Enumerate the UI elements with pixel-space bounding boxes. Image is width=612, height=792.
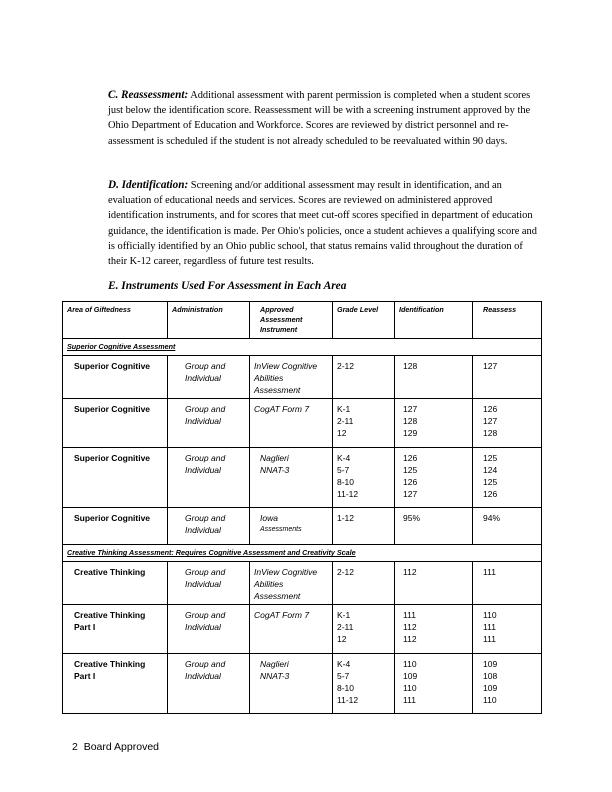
cell-line: CogAT Form 7 — [254, 610, 310, 620]
identification-cell — [395, 356, 473, 399]
section-c-heading: C. Reassessment: — [108, 89, 189, 101]
administration-cell — [168, 654, 250, 714]
cell-line: 110 — [483, 610, 497, 620]
cell-line: 108 — [483, 671, 498, 681]
cell-line: 127 — [483, 361, 498, 371]
section-e-heading: E. Instruments Used For Assessment in Each Area — [108, 280, 347, 292]
cell-line: Group and — [185, 513, 226, 523]
cell-line: InView Cognitive — [254, 567, 318, 577]
cell-line: 109 — [483, 683, 498, 693]
cell-line: 111 — [403, 610, 416, 620]
table-row — [63, 356, 542, 399]
cell-line: Assessments — [260, 526, 302, 533]
header-administration: Administration — [168, 302, 250, 339]
area-cell: Superior Cognitive — [63, 356, 168, 399]
cell-line: 127 — [403, 404, 418, 414]
instrument-cell — [250, 562, 333, 605]
area-cell — [63, 562, 168, 605]
cell-line: Abilities — [254, 373, 284, 383]
cell-line: Part I — [74, 622, 96, 632]
cell-line: 1-12 — [337, 513, 355, 523]
cell-line: 125 — [483, 453, 498, 463]
section-c-paragraph — [108, 88, 540, 149]
administration-cell — [168, 562, 250, 605]
cell-line: 125 — [483, 477, 498, 487]
cell-line: K-4 — [337, 453, 351, 463]
cell-line: Abilities — [254, 579, 284, 589]
header-identification: Identification — [395, 302, 473, 339]
table-header-row — [63, 302, 542, 339]
cognitive-section-label: Superior Cognitive Assessment — [63, 339, 542, 356]
grade-cell — [333, 562, 395, 605]
administration-cell — [168, 605, 250, 654]
cell-line: CogAT Form 7 — [254, 404, 310, 414]
header-area: Area of Giftedness — [63, 302, 168, 339]
instrument-cell — [250, 448, 333, 508]
cell-line: Individual — [185, 579, 221, 589]
cell-line: Naglieri — [260, 659, 289, 669]
cell-line: 2-11 — [337, 622, 354, 632]
creative-section-row — [63, 545, 542, 562]
reassess-cell — [473, 654, 542, 714]
cell-line: NNAT-3 — [260, 465, 290, 475]
cell-line: Part I — [74, 671, 96, 681]
instrument-cell — [250, 508, 333, 545]
area-cell: Superior Cognitive — [63, 399, 168, 448]
administration-cell — [168, 508, 250, 545]
cell-line: 11-12 — [337, 695, 359, 705]
grade-cell — [333, 654, 395, 714]
header-instrument: Approved Assessment Instrument — [250, 302, 333, 339]
identification-cell — [395, 654, 473, 714]
table-row — [63, 605, 542, 654]
identification-cell — [395, 508, 473, 545]
identification-cell — [395, 605, 473, 654]
cell-line: 2-12 — [337, 361, 355, 371]
cell-line: 127 — [403, 489, 418, 499]
cell-line: 94% — [483, 513, 501, 523]
header-grade: Grade Level — [333, 302, 395, 339]
area-cell: Superior Cognitive — [63, 508, 168, 545]
identification-cell — [395, 399, 473, 448]
cell-line: Individual — [185, 622, 221, 632]
cell-line: K-4 — [337, 659, 351, 669]
cognitive-section-row — [63, 339, 542, 356]
cell-line: Individual — [185, 671, 221, 681]
cell-line: 12 — [337, 428, 347, 438]
reassess-cell — [473, 562, 542, 605]
identification-cell — [395, 448, 473, 508]
grade-cell — [333, 605, 395, 654]
instrument-cell — [250, 399, 333, 448]
cell-line: K-1 — [337, 610, 351, 620]
cell-line: Group and — [185, 361, 226, 371]
cell-line: Group and — [185, 567, 226, 577]
cell-line: 11-12 — [337, 489, 359, 499]
reassess-cell — [473, 356, 542, 399]
cell-line: 2-12 — [337, 567, 355, 577]
table-row — [63, 654, 542, 714]
cell-line: 128 — [483, 428, 498, 438]
cell-line: Individual — [185, 465, 221, 475]
instrument-cell — [250, 605, 333, 654]
grade-cell — [333, 399, 395, 448]
cell-line: 112 — [403, 634, 417, 644]
page-number: 2 — [72, 741, 78, 753]
section-d-heading: D. Identification: — [108, 179, 189, 191]
cell-line: 126 — [403, 477, 418, 487]
cell-line: 95% — [403, 513, 421, 523]
area-cell — [63, 605, 168, 654]
cell-line: 12 — [337, 634, 347, 644]
section-d-body: Screening and/or additional assessment may result in identification, and an evaluation of educational needs and services. Scores are reviewed on administered approved identification instruments, and for scores that meet cut-off scores specified in department of education guidance, the identification is made. Per Ohio's policies, once a student achieves a qualifying score and is officially identified by an Ohio public school, that status remains valid throughout the duration of their K-12 career, regardless of future test results. — [108, 180, 537, 268]
header-reassess: Reassess — [473, 302, 542, 339]
cell-line: 5-7 — [337, 465, 350, 475]
instruments-table — [62, 301, 542, 714]
identification-cell — [395, 562, 473, 605]
cell-line: Assessment — [254, 385, 301, 395]
cell-line: Creative Thinking — [74, 659, 146, 669]
cell-line: 111 — [483, 622, 496, 632]
cell-line: Group and — [185, 659, 226, 669]
cell-line: 128 — [403, 361, 418, 371]
cell-line: 126 — [483, 489, 498, 499]
cell-line: 5-7 — [337, 671, 350, 681]
cell-line: Individual — [185, 525, 221, 535]
area-cell — [63, 654, 168, 714]
cell-line: Group and — [185, 610, 226, 620]
cell-line: K-1 — [337, 404, 351, 414]
section-c-body: Additional assessment with parent permission is completed when a student scores just below the identification score. Reassessment will be with a screening instrument approved by the Ohio Department of Education and Workforce. Scores are reviewed by district personnel and re-assessment is scheduled if the student is not already scheduled to be reevaluated within 90 days. — [108, 90, 531, 147]
page-footer — [72, 741, 159, 753]
cell-line: 111 — [483, 567, 496, 577]
cell-line: 126 — [403, 453, 418, 463]
cell-line: 109 — [483, 659, 498, 669]
administration-cell — [168, 399, 250, 448]
cell-line: NNAT-3 — [260, 671, 290, 681]
instrument-cell — [250, 654, 333, 714]
creative-section-label: Creative Thinking Assessment: Requires Cognitive Assessment and Creativity Scale — [63, 545, 542, 562]
cell-line: 111 — [403, 695, 416, 705]
cell-line: 124 — [483, 465, 498, 475]
cell-line: 112 — [403, 567, 417, 577]
cell-line: Individual — [185, 373, 221, 383]
cell-line: Creative Thinking — [74, 567, 146, 577]
cell-line: Iowa — [260, 513, 278, 523]
administration-cell — [168, 356, 250, 399]
grade-cell — [333, 448, 395, 508]
cell-line: Naglieri — [260, 453, 289, 463]
cell-line: InView Cognitive — [254, 361, 318, 371]
reassess-cell — [473, 508, 542, 545]
cell-line: 2-11 — [337, 416, 354, 426]
footer-label: Board Approved — [83, 741, 159, 753]
grade-cell — [333, 356, 395, 399]
table-row — [63, 399, 542, 448]
cell-line: Group and — [185, 404, 226, 414]
reassess-cell — [473, 399, 542, 448]
instrument-cell — [250, 356, 333, 399]
reassess-cell — [473, 448, 542, 508]
cell-line: Group and — [185, 453, 226, 463]
cell-line: 129 — [403, 428, 418, 438]
cell-line: 112 — [403, 622, 417, 632]
table-row — [63, 508, 542, 545]
cell-line: 8-10 — [337, 477, 355, 487]
reassess-cell — [473, 605, 542, 654]
area-cell: Superior Cognitive — [63, 448, 168, 508]
cell-line: 8-10 — [337, 683, 355, 693]
cell-line: 128 — [403, 416, 418, 426]
grade-cell — [333, 508, 395, 545]
cell-line: Individual — [185, 416, 221, 426]
section-d-paragraph — [108, 178, 540, 269]
administration-cell — [168, 448, 250, 508]
cell-line: 110 — [403, 683, 417, 693]
cell-line: Creative Thinking — [74, 610, 146, 620]
cell-line: 125 — [403, 465, 418, 475]
cell-line: 109 — [403, 671, 418, 681]
cell-line: 111 — [483, 634, 496, 644]
cell-line: 110 — [403, 659, 417, 669]
cell-line: 127 — [483, 416, 498, 426]
cell-line: 126 — [483, 404, 498, 414]
cell-line: 110 — [483, 695, 497, 705]
cell-line: Assessment — [254, 591, 301, 601]
table-row — [63, 562, 542, 605]
table-row — [63, 448, 542, 508]
